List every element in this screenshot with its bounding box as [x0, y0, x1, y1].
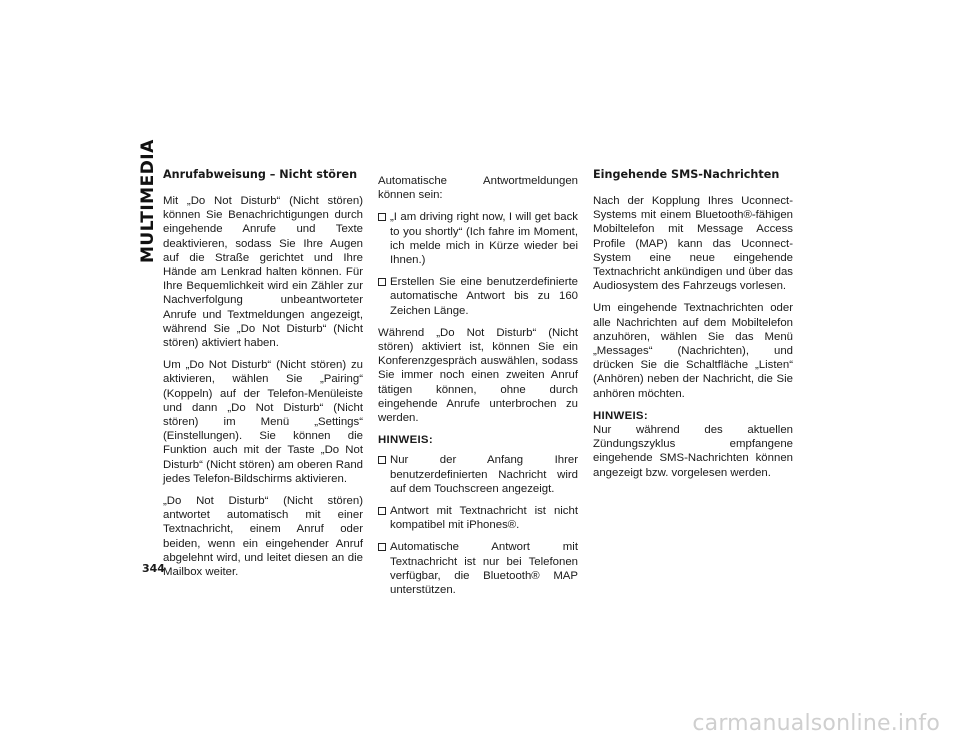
section-title: MULTIMEDIA [138, 139, 158, 263]
paragraph: Während „Do Not Disturb“ (Nicht stören) aktiviert ist, können Sie ein Konferenzgespräch auswählen, sodass Sie immer noch einen zweiten Anruf tätigen können, ohne durch eingehende Anrufe unterbrochen zu werden. [378, 326, 578, 425]
checkbox-bullet-icon [378, 456, 386, 464]
note-list [378, 453, 578, 597]
checkbox-bullet-icon [378, 278, 386, 286]
heading-incoming-sms: Eingehende SMS-Nachrichten [593, 168, 780, 181]
paragraph: Um eingehende Textnachrichten oder alle Nachrichten auf dem Mobiltelefon anzuhören, wählen Sie das Menü „Messages“ (Nachrichten), und drücken Sie die Schaltfläche „Listen“ (Anhören) neben der Nachricht, die Sie anhören möchten. [593, 302, 793, 400]
list-item: „I am driving right now, I will get back to you shortly“ (Ich fahre im Moment, ich melde mich in Kürze wieder bei Ihnen.) [378, 210, 578, 267]
page-number: 344 [142, 562, 165, 575]
checkbox-bullet-icon [378, 213, 386, 221]
list-item: Erstellen Sie eine benutzerdefinierte automatische Antwort bis zu 160 Zeichen Länge. [378, 275, 578, 318]
paragraph: Mit „Do Not Disturb“ (Nicht stören) können Sie Benachrichtigungen durch eingehende Anrufe und Texte deaktivieren, sodass Sie Ihre Augen auf die Straße gerichtet und Ihre Hände am Lenkrad halten können. Für Ihre Bequemlichkeit wird ein Zähler zur Nachverfolgung unbeantworteter Anrufe und Textmeldungen angezeigt, während Sie „Do Not Disturb“ (Nicht stören) aktiviert haben. [163, 195, 363, 350]
column-1 [163, 168, 363, 587]
checkbox-bullet-icon [378, 507, 386, 515]
list-item: Nur der Anfang Ihrer benutzerdefinierten Nachricht wird auf dem Touchscreen angezeigt. [378, 453, 578, 496]
list-item: Antwort mit Textnachricht ist nicht kompatibel mit iPhones®. [378, 504, 578, 532]
watermark: carmanualsonline.info [692, 711, 940, 736]
checkbox-bullet-icon [378, 543, 386, 551]
paragraph: „Do Not Disturb“ (Nicht stören) antwortet automatisch mit einer Textnachricht, einem Anruf oder beiden, wenn ein eingehender Anruf abgelehnt wird, und leitet diesen an die Mailbox weiter. [163, 495, 363, 579]
bullet-list [378, 210, 578, 317]
list-item: Automatische Antwort mit Textnachricht ist nur bei Telefonen verfügbar, die Bluetooth® MAP unterstützen. [378, 540, 578, 597]
note-label: HINWEIS: [378, 434, 433, 447]
column-3 [593, 168, 793, 488]
column-2 [378, 168, 578, 605]
paragraph: Um „Do Not Disturb“ (Nicht stören) zu aktivieren, wählen Sie „Pairing“ (Koppeln) auf der Telefon-Menüleiste und dann „Do Not Disturb“ (Nicht stören) im Menü „Settings“ (Einstellungen). Sie können die Funktion auch mit der Taste „Do Not Disturb“ (Nicht stören) am oberen Rand jedes Telefon-Bildschirms aktivieren. [163, 359, 363, 485]
paragraph: Nach der Kopplung Ihres Uconnect-Systems mit einem Bluetooth®-fähigen Mobiltelefon mit Message Access Profile (MAP) kann das Uconnect-System eine neue eingehende Textnachricht ankündigen und über das Audiosystem des Fahrzeugs vorlesen. [593, 195, 793, 293]
heading-do-not-disturb: Anrufabweisung – Nicht stören [163, 168, 358, 181]
paragraph: Automatische Antwortmeldungen können sein: [378, 175, 578, 202]
note-text: Nur während des aktuellen Zündungszyklus empfangene eingehende SMS-Nachrichten können angezeigt bzw. vorgelesen werden. [593, 424, 793, 479]
note-label: HINWEIS: [593, 409, 648, 422]
